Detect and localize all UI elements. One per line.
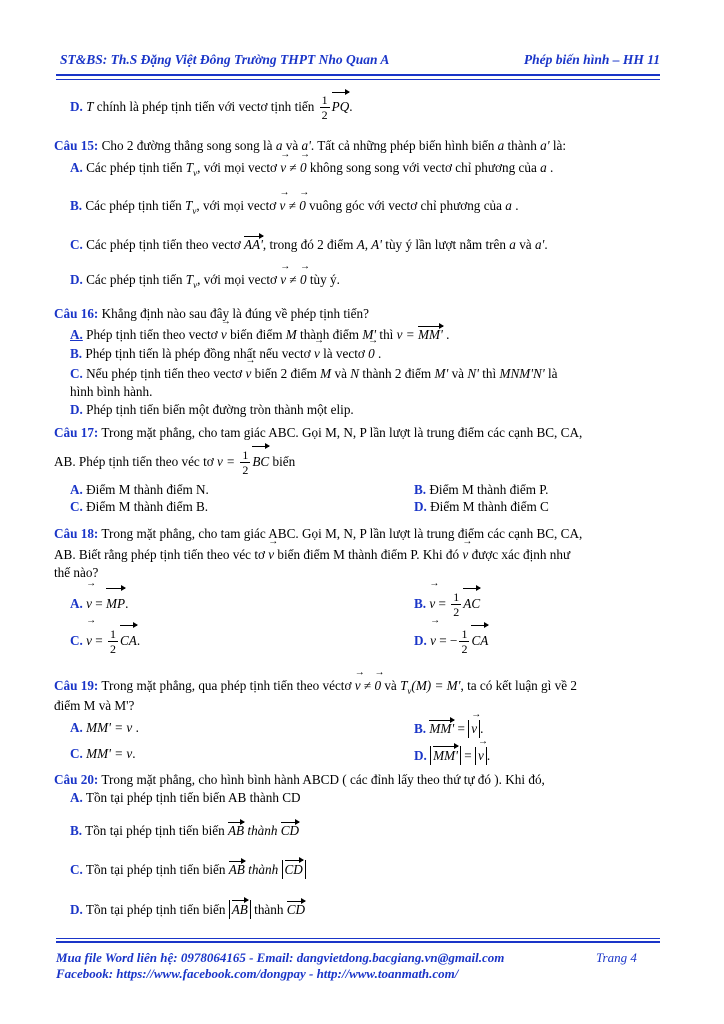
- page-number: Trang 4: [596, 950, 637, 965]
- q20-option-d: D. Tồn tại phép tịnh tiến biến AB thành CD: [70, 902, 306, 917]
- q17-option-c: C. Điểm M thành điểm B.: [70, 499, 209, 514]
- page-header: [60, 52, 660, 70]
- q18-stem: Câu 18: Trong mặt phẳng, cho tam giác ABC. Gọi M, N, P lần lượt là trung điểm các cạnh BC, CA,: [54, 526, 583, 541]
- footer-links: Facebook: https://www.facebook.com/dongpay - http://www.toanmath.com/: [56, 966, 459, 981]
- q16-option-d: D. Phép tịnh tiến biến một đường tròn thành một elip.: [70, 402, 354, 417]
- header-rule-thin: [56, 79, 660, 80]
- q16-stem: Câu 16: Khẳng định nào sau đây là đúng về phép tịnh tiến?: [54, 306, 369, 321]
- q19-option-b: B. MM' = → v .: [414, 720, 483, 738]
- q15-option-a: A. Các phép tịnh tiến $T_v$, với mọi vectơ → v ≠ → 0 không song song với vectơ chỉ phương của a .: [70, 160, 553, 181]
- q20-stem: Câu 20: Trong mặt phẳng, cho hình bình hành ABCD ( các đỉnh lấy theo thứ tự đó ). Khi đó,: [54, 772, 545, 787]
- header-rule: [56, 74, 660, 76]
- q19-option-d: D. MM' = → v .: [414, 746, 490, 765]
- footer-rule: [56, 941, 660, 943]
- q17-stem: Câu 17: Trong mặt phẳng, cho tam giác ABC. Gọi M, N, P lần lượt là trung điểm các cạnh BC, CA,: [54, 425, 583, 440]
- q20-option-a: A. Tồn tại phép tịnh tiến biến AB thành CD: [70, 790, 301, 805]
- q17-option-d: D. Điểm M thành điểm C: [414, 499, 549, 514]
- q20-option-b: B. Tồn tại phép tịnh tiến biến AB thành CD: [70, 823, 300, 838]
- q17-option-b: B. Điểm M thành điểm P.: [414, 482, 549, 497]
- header-left: ST&BS: Th.S Đặng Việt Đông Trường THPT Nho Quan A: [60, 52, 390, 67]
- q19-stem: Câu 19: Trong mặt phẳng, qua phép tịnh tiến theo véctơ → v ≠ → 0 và $T_v(M) = M'$, ta có kết luận gì về 2: [54, 678, 577, 699]
- q15-option-d: D. Các phép tịnh tiến $T_v$, với mọi vectơ → v ≠ → 0 tùy ý.: [70, 272, 340, 293]
- q18-option-c: C. → v = $\frac{1}{2}$ CA.: [70, 625, 140, 656]
- header-right: Phép biến hình – HH 11: [523, 52, 660, 67]
- q18-option-b: B. → v = $\frac{1}{2}$ AC: [414, 588, 480, 619]
- footer-rule-thin: [56, 938, 660, 939]
- q16-option-a: A. Phép tịnh tiến theo vectơ → v biến điểm M thành điểm M' thì v = MM' .: [70, 326, 449, 343]
- q19-option-c: C. MM' = v.: [70, 746, 136, 761]
- q19-stem-line2: điểm M và M'?: [54, 698, 135, 713]
- footer-contact: Mua file Word liên hệ: 0978064165 - Email: dangvietdong.bacgiang.vn@gmail.com: [56, 950, 505, 965]
- q18-stem-line3: thế nào?: [54, 565, 99, 580]
- q17-stem-line2: AB. Phép tịnh tiến theo véc tơ v = $\frac{1}{2}$ BC biến: [54, 446, 295, 477]
- fraction: $\frac{1}{2}$: [321, 93, 328, 123]
- q18-option-a: A. → v = MP.: [70, 588, 128, 619]
- q19-option-a: A. MM' = v .: [70, 720, 139, 735]
- q18-stem-line2: AB. Biết rằng phép tịnh tiến theo véc tơ → v biến điểm M thành điểm P. Khi đó → v được xác định như: [54, 547, 570, 563]
- q18-option-d: D. → v = − $\frac{1}{2}$ CA: [414, 625, 488, 656]
- q14-option-d: D. T chính là phép tịnh tiến với vectơ tịnh tiến $\frac{1}{2}$ PQ.: [70, 93, 353, 123]
- q16-option-b: B. Phép tịnh tiến là phép đồng nhất nếu vectơ → v là vectơ → 0 .: [70, 346, 381, 362]
- q20-option-c: C. Tồn tại phép tịnh tiến biến AB thành CD: [70, 860, 306, 879]
- q15-stem: Câu 15: Cho 2 đường thẳng song song là a và a'. Tất cả những phép biến hình biến a thành a' là:: [54, 138, 567, 153]
- q15-option-c: C. Các phép tịnh tiến theo vectơ AA', trong đó 2 điểm A, A' tùy ý lần lượt nằm trên a và a'.: [70, 237, 548, 252]
- q15-option-b: B. Các phép tịnh tiến $T_v$, với mọi vectơ → v ≠ → 0 vuông góc với vectơ chỉ phương của a .: [70, 198, 518, 219]
- q16-option-c-line2: hình bình hành.: [70, 384, 153, 399]
- q17-option-a: A. Điểm M thành điểm N.: [70, 482, 209, 497]
- q16-option-c: C. Nếu phép tịnh tiến theo vectơ → v biến 2 điểm M và N thành 2 điểm M' và N' thì MNM'N' là: [70, 366, 558, 382]
